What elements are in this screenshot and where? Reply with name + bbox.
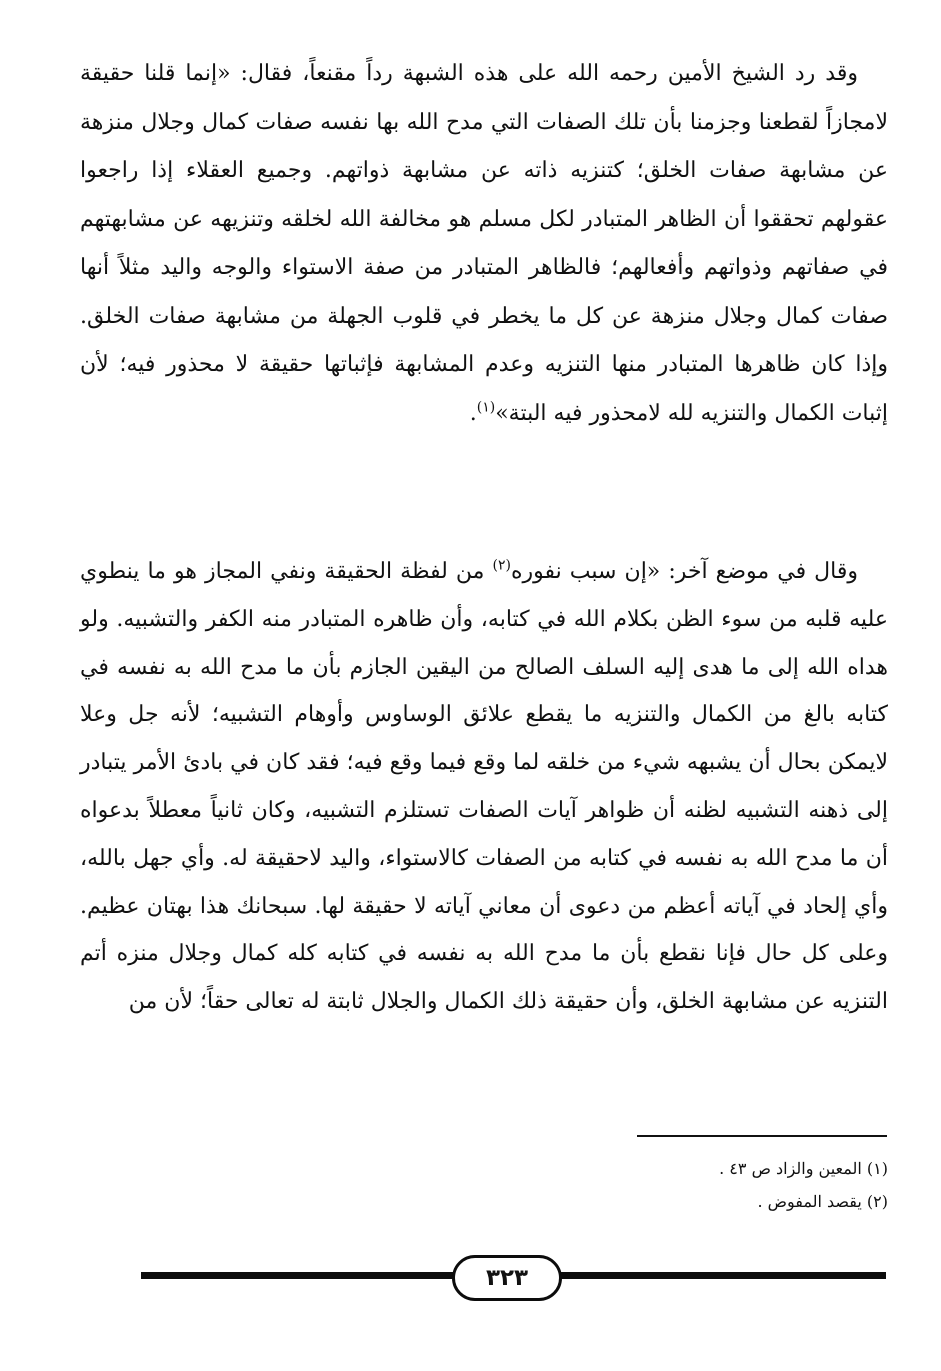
footnotes [80,1152,888,1218]
footnote-separator [637,1135,887,1137]
paragraph-2-text: من لفظة الحقيقة ونفي المجاز هو ما ينطوي عليه قلبه من سوء الظن بكلام الله في كتابه، وأن ظاهره المتبادر منه الكفر والتشبيه. ولو هداه الله إلى ما هدى إليه السلف الصالح من اليقين الجازم بأن ما مدح الله به نفسه في كتابه بالغ من الكمال والتنزيه ما يقطع علائق الوساوس وأوهام التشبيه؛ لأنه جل وعلا لايمكن بحال أن يشبهه شيء من خلقه لما وقع فيما وقع فيه؛ فقد كان في بادئ الأمر يتبادر إلى ذهنه التشبيه لظنه أن ظواهر آيات الصفات تستلزم التشبيه، وكان ثانياً معطلاً بدعواه أن ما مدح الله به نفسه في كتابه من الصفات كالاستواء، واليد لاحقيقة له. وأي جهل بالله، وأي إلحاد في آياته أعظم من دعوى أن معاني آياته لا حقيقة لها. سبحانك هذا بهتان عظيم. وعلى كل حال فإنا نقطع بأن ما مدح الله به نفسه في كتابه كله كمال وجلال منزه أتم التنزيه عن مشابهة الخلق، وأن حقيقة ذلك الكمال والجلال ثابتة له تعالى حقاً؛ لأن من [80,559,888,1015]
paragraph-1-text: وقد رد الشيخ الأمين رحمه الله على هذه الشبهة رداً مقنعاً، فقال: «إنما قلنا حقيقة لامجازاً لقطعنا وجزمنا بأن تلك الصفات التي مدح الله بها نفسه صفات كمال وجلال منزهة عن مشابهة صفات الخلق؛ كتنزيه ذاته عن مشابهة ذواتهم. وجميع العقلاء إذا راجعوا عقولهم تحققوا أن الظاهر المتبادر لكل مسلم هو مخالفة الله لخلقه وتنزيهه عن مشابهتهم في صفاتهم وذواتهم وأفعالهم؛ فالظاهر المتبادر من صفة الاستواء والوجه واليد مثلاً أنها صفات كمال وجلال منزهة عن كل ما يخطر في قلوب الجهلة من مشابهة صفات الخلق. وإذا كان ظاهرها المتبادر منها التنزيه وعدم المشابهة فإثباتها حقيقة لا محذور فيه؛ لأن إثبات الكمال والتنزيه لله لامحذور فيه البتة» [80,61,888,426]
page-number: ٣٢٣ [452,1255,562,1301]
paragraph-2-lead: وقال في موضع آخر: «إن سبب نفوره [510,559,858,584]
paragraph-2 [80,548,888,1026]
footnote-2: (٢) يقصد المفوض . [757,1192,888,1211]
footnote-1: (١) المعين والزاد ص ٤٣ . [719,1159,888,1178]
footnote-ref-2: (٢) [492,557,511,574]
page-footer [141,1255,886,1301]
paragraph-1-tail: . [469,400,477,426]
footnote-ref-1: (١) [476,399,496,416]
paragraph-1 [80,50,888,438]
